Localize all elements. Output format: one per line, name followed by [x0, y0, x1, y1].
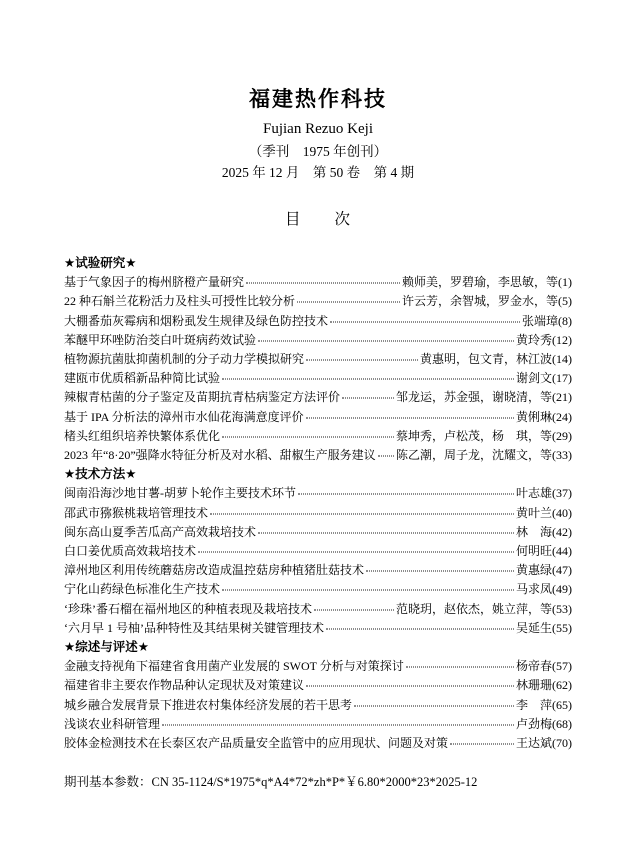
- toc-section: [64, 254, 572, 465]
- article-title: 苯醚甲环唑防治茭白叶斑病药效试验: [64, 332, 257, 347]
- article-authors: 赖师美，罗碧瑜，李思敏，等: [401, 275, 558, 290]
- article-page-number: (33): [552, 448, 572, 463]
- article-authors: 黄俐琳: [515, 409, 552, 424]
- article-title: 楮头红组织培养快繁体系优化: [64, 428, 221, 443]
- toc-row: [64, 542, 572, 561]
- article-authors: 卢劲梅: [515, 716, 552, 731]
- toc-row: [64, 273, 572, 292]
- article-title: 城乡融合发展背景下推进农村集体经济发展的若干思考: [64, 697, 353, 712]
- dot-leader: [354, 705, 514, 706]
- toc-row: [64, 580, 572, 599]
- article-title: 植物源抗菌肽抑菌机制的分子动力学模拟研究: [64, 352, 305, 367]
- article-authors: 张端璋: [521, 313, 558, 328]
- article-page-number: (14): [552, 352, 572, 367]
- toc-section: [64, 465, 572, 638]
- dot-leader: [306, 686, 514, 687]
- article-title: 大棚番茄灰霉病和烟粉虱发生规律及绿色防控技术: [64, 313, 329, 328]
- article-title: 金融支持视角下福建省食用菌产业发展的 SWOT 分析与对策探讨: [64, 659, 404, 674]
- toc-row: [64, 619, 572, 638]
- toc-row: [64, 561, 572, 580]
- article-title: 漳州地区利用传统蘑菇房改造成温控菇房种植猪肚菇技术: [64, 563, 365, 578]
- article-title: 邵武市猕猴桃栽培管理技术: [64, 505, 209, 520]
- dot-leader: [258, 340, 514, 341]
- article-authors: 许云芳，余智城，罗金水，等: [401, 294, 558, 309]
- article-page-number: (40): [552, 505, 572, 520]
- article-page-number: (44): [552, 544, 572, 559]
- article-authors: 黄叶兰: [515, 505, 552, 520]
- article-authors: 杨帝春: [515, 659, 552, 674]
- article-page-number: (12): [552, 332, 572, 347]
- contents-heading: 目 次: [284, 211, 351, 228]
- article-page-number: (42): [552, 524, 572, 539]
- article-authors: 邹龙运，苏金强，谢晓清，等: [395, 390, 552, 405]
- journal-parameters: 期刊基本参数：CN 35-1124/S*1975*q*A4*72*zh*P*￥6.80*2000*23*2025-12: [64, 775, 478, 790]
- dot-leader: [210, 513, 514, 514]
- toc-row: [64, 657, 572, 676]
- toc-row: [64, 369, 572, 388]
- section-label: ★综述与评述★: [64, 640, 149, 655]
- dot-leader: [198, 552, 514, 553]
- article-page-number: (37): [552, 486, 572, 501]
- dot-leader: [297, 302, 400, 303]
- article-title: ‘六月早 1 号柚’品种特性及其结果树关键管理技术: [64, 620, 324, 635]
- article-authors: 何明旺: [515, 544, 552, 559]
- issue-info: 2025 年 12 月 第 50 卷 第 4 期: [221, 165, 415, 180]
- article-page-number: (47): [552, 563, 572, 578]
- toc-row: [64, 504, 572, 523]
- toc-row: [64, 523, 572, 542]
- article-title: 浅谈农业科研管理: [64, 716, 161, 731]
- dot-leader: [342, 398, 394, 399]
- toc-row: [64, 388, 572, 407]
- article-authors: 李 萍: [515, 697, 552, 712]
- dot-leader: [450, 744, 514, 745]
- toc-row: [64, 600, 572, 619]
- toc-row: [64, 331, 572, 350]
- article-title: ‘珍珠’番石榴在福州地区的种植表现及栽培技术: [64, 601, 312, 616]
- dot-leader: [222, 436, 394, 437]
- toc-row: [64, 408, 572, 427]
- toc-row: [64, 734, 572, 753]
- article-title: 建瓯市优质稻新品种简比试验: [64, 371, 221, 386]
- dot-leader: [406, 667, 514, 668]
- publication-note: （季刊 1975 年创刊）: [248, 144, 388, 159]
- journal-title-pinyin: Fujian Rezuo Keji: [263, 121, 373, 137]
- article-title: 基于气象因子的梅州脐橙产量研究: [64, 275, 245, 290]
- article-page-number: (57): [552, 659, 572, 674]
- article-page-number: (68): [552, 716, 572, 731]
- article-authors: 范晓玥，赵依杰，姚立萍，等: [395, 601, 552, 616]
- article-authors: 蔡坤秀，卢松茂，杨 琪，等: [395, 428, 552, 443]
- dot-leader: [366, 571, 514, 572]
- journal-title: 福建热作科技: [249, 88, 387, 111]
- article-page-number: (53): [552, 601, 572, 616]
- section-label: ★技术方法★: [64, 467, 137, 482]
- article-page-number: (21): [552, 390, 572, 405]
- dot-leader: [306, 417, 514, 418]
- toc-sections: [64, 254, 572, 753]
- article-authors: 黄惠绿: [515, 563, 552, 578]
- article-page-number: (70): [552, 736, 572, 751]
- article-authors: 陈乙潮，周子龙，沈耀文，等: [395, 448, 552, 463]
- section-label: ★试验研究★: [64, 256, 137, 270]
- toc-row: [64, 446, 572, 465]
- toc-row: [64, 427, 572, 446]
- dot-leader: [246, 283, 400, 284]
- article-page-number: (17): [552, 371, 572, 386]
- article-title: 福建省非主要农作物品种认定现状及对策建议: [64, 678, 305, 693]
- dot-leader: [222, 379, 514, 380]
- article-title: 闽东高山夏季苦瓜高产高效栽培技术: [64, 524, 257, 539]
- journal-masthead: [64, 88, 572, 229]
- article-authors: 黄玲秀: [515, 332, 552, 347]
- dot-leader: [298, 494, 514, 495]
- article-authors: 林珊珊: [515, 678, 552, 693]
- page-footer: [64, 774, 572, 791]
- toc-row: [64, 292, 572, 311]
- article-page-number: (55): [552, 620, 572, 635]
- article-page-number: (24): [552, 409, 572, 424]
- article-page-number: (49): [552, 582, 572, 597]
- article-title: 辣椒青枯菌的分子鉴定及苗期抗青枯病鉴定方法评价: [64, 390, 341, 405]
- dot-leader: [222, 590, 514, 591]
- toc-row: [64, 350, 572, 369]
- article-authors: 马求凤: [515, 582, 552, 597]
- article-authors: 黄惠明，包文青，林江波: [419, 352, 552, 367]
- article-title: 基于 IPA 分析法的漳州市水仙花海满意度评价: [64, 409, 304, 424]
- article-page-number: (29): [552, 428, 572, 443]
- article-title: 闽南沿海沙地甘薯-胡萝卜轮作主要技术环节: [64, 486, 296, 501]
- toc-row: [64, 312, 572, 331]
- article-title: 宁化山药绿色标准化生产技术: [64, 582, 221, 597]
- article-authors: 林 海: [515, 524, 552, 539]
- article-authors: 吴延生: [515, 620, 552, 635]
- article-authors: 叶志雄: [515, 486, 552, 501]
- dot-leader: [306, 360, 418, 361]
- dot-leader: [162, 724, 514, 725]
- article-title: 白口姜优质高效栽培技术: [64, 544, 197, 559]
- dot-leader: [314, 609, 394, 610]
- article-authors: 王达斌: [515, 736, 552, 751]
- dot-leader: [378, 456, 394, 457]
- article-page-number: (65): [552, 697, 572, 712]
- article-title: 2023 年“8·20”强降水特征分析及对水稻、甜椒生产服务建议: [64, 448, 376, 463]
- toc-row: [64, 484, 572, 503]
- toc-row: [64, 676, 572, 695]
- toc-row: [64, 696, 572, 715]
- toc-section: [64, 638, 572, 753]
- article-page-number: (5): [558, 294, 572, 309]
- article-page-number: (62): [552, 678, 572, 693]
- dot-leader: [330, 321, 520, 322]
- article-page-number: (1): [558, 275, 572, 290]
- dot-leader: [326, 628, 514, 629]
- article-page-number: (8): [558, 313, 572, 328]
- article-authors: 谢剑文: [515, 371, 552, 386]
- toc-row: [64, 715, 572, 734]
- article-title: 胶体金检测技术在长泰区农产品质量安全监管中的应用现状、问题及对策: [64, 736, 449, 751]
- dot-leader: [258, 532, 514, 533]
- article-title: 22 种石斛兰花粉活力及柱头可授性比较分析: [64, 294, 296, 309]
